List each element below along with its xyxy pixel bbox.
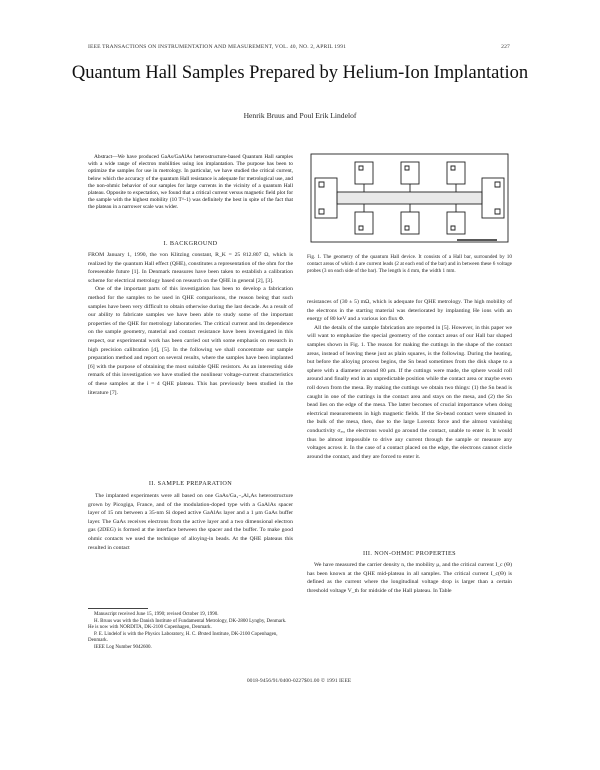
abstract-text: Abstract—We have produced GaAs/GaAlAs heterostructure-based Quantum Hall samples with a wide range of electron mobilities using ion implantation. The purpose has been to optimize the samples for use in metrology. In particular, we have studied the critical current, below which the accuracy of the quantum Hall resistance is adequate for metrological use, and the non-ohmic behavior of our samples for large currents in the vicinity of a quantum Hall plateau. Opposite to expectation, we found that a critical current versus magnetic field plot for the sample with the highest mobility (10 T^-1) was definitely the best in spite of the fact that the plateau in a narrower scale was wider. bbox=[88, 154, 293, 211]
issn-copyright-line: 0018-9456/91/0400-0227$01.00 © 1991 IEEE bbox=[246, 678, 352, 684]
footnotes bbox=[88, 612, 293, 651]
footnote-author-1: H. Bruus was with the Danish Institute of Fundamental Metrology, DK-2800 Lyngby, Denmark. He is now with NORDITA, DK-2100 Copenhagen, Denmark. bbox=[88, 618, 287, 630]
section-heading-background: I. BACKGROUND bbox=[163, 240, 218, 247]
non-ohmic-section bbox=[307, 561, 512, 595]
footnote-rule bbox=[88, 608, 148, 609]
voltage-probe-top-3 bbox=[447, 162, 465, 184]
sample-preparation-section bbox=[88, 492, 293, 552]
voltage-probe-top-2 bbox=[401, 162, 419, 184]
right-column-text bbox=[307, 298, 512, 461]
current-lead-left bbox=[315, 178, 337, 218]
right-paragraph-2: All the details of the sample fabrication are reported in [5]. However, in this paper we will want to emphasize the special geometry of the contact areas of our Hall bar shaped samples shown in Fig. 1. The reason for making the cuttings in the shape of the contact areas, instead of leaving these just as plain squares, is the following. During the heating, but before the alloying process begins, the Sn bead sometimes from the disk shape to a sphere with a diameter around 80 μm. If the cuttings were made, the sphere would roll around and finally end in an unpredictable position while the contact area or maybe even roll down from the mesa. By making the cuttings we obtain two things: (1) the Sn bead is caught in one of the cuttings in the contact area and stays on the mesa, and (2) the Sn bead lies on the edge of the mesa. The latter becomes of crucial importance when doing electrical measurements in high magnetic fields. If the Sn-bead contact were situated in the bulk of the mesa, then, due to the large Lorentz force and the almost vanishing conductivity σₓₓ, the electrons would go around the contact, unable to enter it. It would thus be almost impossible to drive any current through the sample or measure any voltages across it. In the case of a contact placed on the edge, the electrons cannot circle around the contact, and they are forced to enter it. bbox=[307, 324, 512, 460]
voltage-probe-bottom-3 bbox=[447, 212, 465, 234]
right-paragraph-1: resistances of (30 ± 5) mΩ, which is adequate for QHE metrology. The high mobility of the electrons in the starting material was deteriorated by implanting He ions with an energy of 80 keV and a various ion flux Φ. bbox=[307, 299, 512, 323]
section-heading-non-ohmic: III. NON-OHMIC PROPERTIES bbox=[363, 550, 456, 557]
voltage-probe-top-1 bbox=[355, 162, 373, 184]
paper-title: Quantum Hall Samples Prepared by Helium-Ion Implantation bbox=[71, 63, 529, 83]
author-line: Henrik Bruus and Poul Erik Lindelof bbox=[243, 111, 357, 120]
footnote-ieee-log: IEEE Log Number 9042600. bbox=[94, 644, 152, 650]
footnote-author-2: P. E. Lindelof is with the Physics Laboratory, H. C. Ørsted Institute, DK-2100 Copenhagen, Denmark. bbox=[88, 631, 278, 643]
figure-caption: Fig. 1. The geometry of the quantum Hall device. It consists of a Hall bar, surrounded by 10 contact areas of which 4 are current leads (2 at each end of the bar) and in between these 6 voltage probes (3 on each side of the bar). The length is 4 mm, the width 1 mm. bbox=[307, 254, 512, 274]
non-ohmic-paragraph-1: We have measured the carrier density n, the mobility μ, and the critical current I_c (Θ) has been known at the QHE mid-plateau in all samples. The critical current I_c(Θ) is defined as the current where the longitudinal voltage drop is larger than a certain threshold voltage V_th for midside of the Hall plateau. In Table bbox=[307, 562, 512, 594]
current-lead-right bbox=[482, 178, 504, 218]
voltage-probe-bottom-2 bbox=[401, 212, 419, 234]
running-header bbox=[88, 44, 510, 50]
background-section bbox=[88, 251, 293, 397]
background-paragraph-1: FROM January 1, 1990, the von Klitzing constant, R_K = 25 812.807 Ω, which is realized by the quantum Hall effect (QHE), constitutes a representation of the ohm for the foreseeable future [1]. In Denmark measures have been taken to establish a calibration scheme for electrical metrology based on research on the QHE in general [2], [3]. bbox=[88, 252, 293, 284]
voltage-probe-bottom-1 bbox=[355, 212, 373, 234]
hall-bar bbox=[337, 192, 482, 204]
page-number: 227 bbox=[501, 44, 510, 50]
hall-bar-figure bbox=[307, 148, 512, 248]
section-heading-sample-preparation: II. SAMPLE PREPARATION bbox=[148, 480, 233, 487]
prep-paragraph-1: The implanted experiments were all based on one GaAs/Ga₁₋ₓAlₓAs heterostructure grown by Picogiga, France, and of the modulation-doped type with a GaAlAs spacer layer of 15 nm between a 35-nm Si doped active GaAlAs layer and a 1 μm GaAs buffer layer. The GaAs receives electrons from the active layer and a two dimensional electron gas (2DEG) is formed at the interface between the spacer and the buffer. To make good ohmic contacts we used the technique of alloying-in beads. At the QHE plateaus this resulted in contact bbox=[88, 493, 293, 551]
footnote-received: Manuscript received June 15, 1990; revised October 19, 1990. bbox=[94, 612, 219, 617]
journal-name: IEEE TRANSACTIONS ON INSTRUMENTATION AND MEASUREMENT, VOL. 40, NO. 2, APRIL 1991 bbox=[88, 44, 347, 50]
background-paragraph-2: One of the important parts of this investigation has been to develop a fabrication method for the samples to be used in QHE comparisons, the reason being that such samples have been very difficult to obtain otherwise during the last decade. As a result of our ability to fabricate samples we have been able to study some of the important properties of the QHE for metrology laboratories. The critical current and its dependence on the sample geometry, material and contact resistance have been investigated in this respect, our experimental work has been carried out with some emphasis on research in high precision calibration [4], [5]. In the following we shall concentrate our sample preparation method and report on several results, where the samples have been implanted [6] with the purpose of obtaining the most suitable QHE resistors. As an interesting side remark of this investigation we have studied the nonlinear voltage-current characteristics of these samples at the i = 4 QHE plateau. This has previously been studied in the literature [7]. bbox=[88, 286, 293, 396]
abstract bbox=[88, 154, 293, 212]
